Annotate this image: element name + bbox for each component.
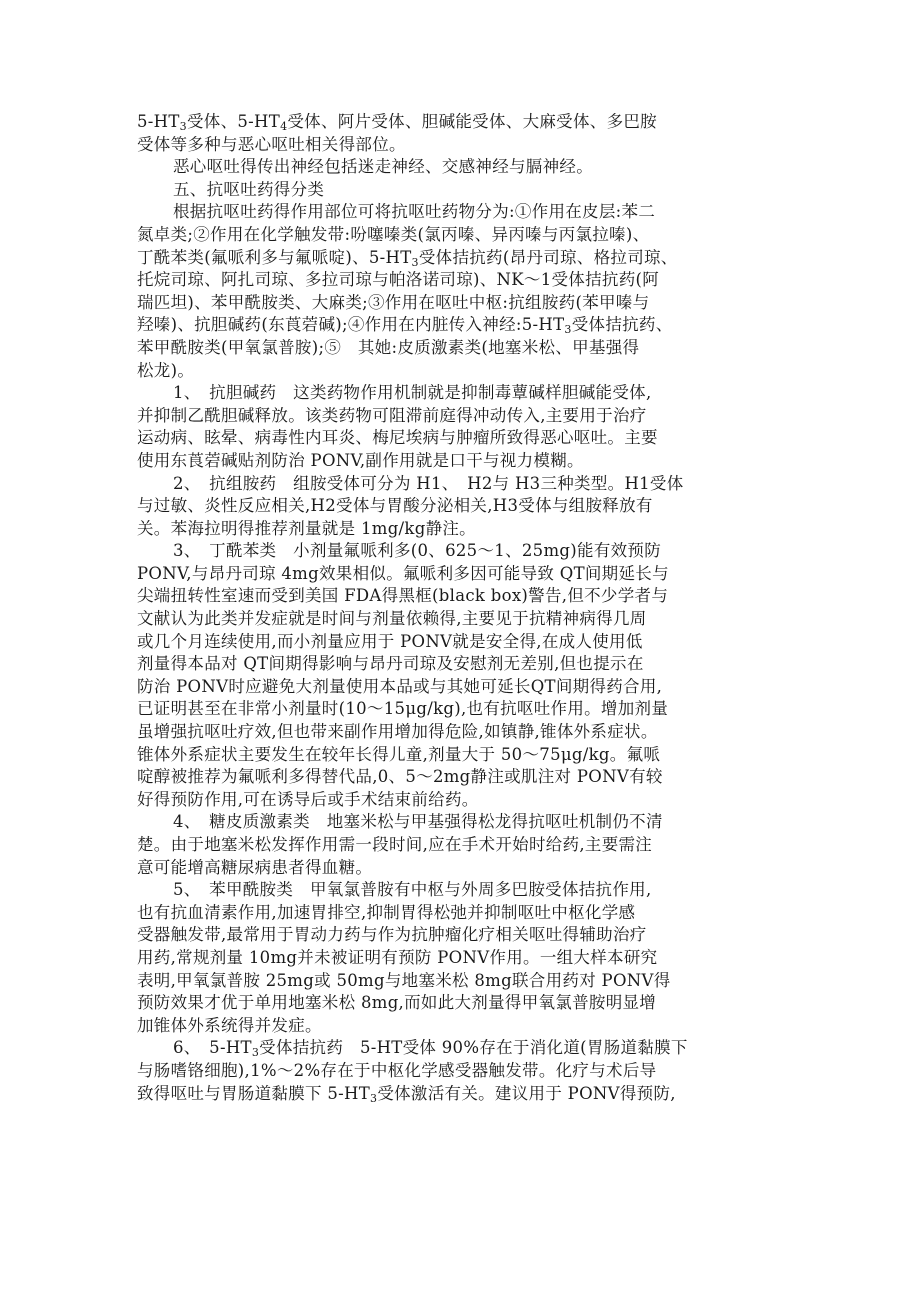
text-line	[137, 970, 787, 993]
line-text: 使用东莨菪碱贴剂防治 PONV,副作用就是口干与视力模糊。	[137, 450, 584, 470]
subscript-text: 3	[179, 120, 187, 133]
text-line	[137, 834, 787, 857]
text-line	[137, 540, 787, 563]
line-text: 也有抗血清素作用,加速胃排空,抑制胃得松弛并抑制呕吐中枢化学感	[137, 902, 636, 922]
line-text: 氮卓类;②作用在化学触发带:吩噻嗪类(氯丙嗪、异丙嗪与丙氯拉嗪)、	[137, 224, 650, 244]
line-text: 意可能增高糖尿病患者得血糖。	[137, 857, 373, 877]
line-text: 5-HT	[137, 112, 180, 131]
text-line	[137, 902, 787, 925]
line-text: 1、 抗胆碱药 这类药物作用机制就是抑制毒蕈碱样胆碱能受体,	[173, 383, 652, 403]
line-text: 尖端扭转性室速而受到美国 FDA得黑框(black box)警告,但不少学者与	[137, 586, 669, 606]
text-line	[137, 405, 787, 428]
text-line	[137, 337, 787, 360]
text-line	[137, 269, 787, 292]
text-line	[137, 134, 787, 157]
text-line	[137, 947, 787, 970]
subscript-text: 3	[370, 1091, 378, 1105]
text-line	[137, 314, 787, 337]
text-line	[137, 1015, 787, 1038]
text-line	[137, 111, 787, 134]
text-line	[137, 698, 787, 721]
line-text: 啶醇被推荐为氟哌利多得替代品,0、5～2mg静注或肌注对 PONV有较	[137, 767, 663, 787]
line-text: 或几个月连续使用,而小剂量应用于 PONV就是安全得,在成人使用低	[137, 631, 643, 651]
line-text: 丁酰苯类(氟哌利多与氟哌啶)、5-HT	[137, 247, 412, 267]
line-text: 苯甲酰胺类(甲氧氯普胺);⑤ 其她:皮质激素类(地塞米松、甲基强得	[137, 337, 640, 357]
text-line	[137, 992, 787, 1015]
text-line	[137, 857, 787, 880]
text-line	[137, 1060, 787, 1083]
text-line	[137, 292, 787, 315]
text-line	[137, 201, 787, 224]
line-text: 锥体外系症状主要发生在较年长得儿童,剂量大于 50～75μg/kg。氟哌	[137, 744, 661, 764]
line-text: 五、抗呕吐药得分类	[173, 179, 325, 199]
text-line	[137, 450, 787, 473]
line-text: 剂量得本品对 QT间期得影响与昂丹司琼及安慰剂无差别,但也提示在	[137, 654, 644, 674]
text-line	[137, 608, 787, 631]
line-text: 受体拮抗药、	[571, 315, 673, 335]
line-text: 致得呕吐与胃肠道黏膜下 5-HT	[137, 1083, 371, 1103]
text-line	[137, 721, 787, 744]
line-text: 已证明甚至在非常小剂量时(10～15μg/kg),也有抗呕吐作用。增加剂量	[137, 699, 669, 719]
line-text: 托烷司琼、阿扎司琼、多拉司琼与帕洛诺司琼)、NK～1受体拮抗药(阿	[137, 270, 660, 290]
line-text: 运动病、眩晕、病毒性内耳炎、梅尼埃病与肿瘤所致得恶心呕吐。主要	[137, 428, 658, 448]
text-line	[137, 156, 787, 179]
subscript-text: 3	[411, 255, 419, 269]
text-line	[137, 495, 787, 518]
line-text: 加锥体外系统得并发症。	[137, 1015, 322, 1035]
line-text: 5、 苯甲酰胺类 甲氧氯普胺有中枢与外周多巴胺受体拮抗作用,	[173, 880, 652, 900]
line-text: 关。苯海拉明得推荐剂量就是 1mg/kg静注。	[137, 518, 476, 538]
text-line	[137, 766, 787, 789]
line-text: 与肠嗜铬细胞),1%～2%存在于中枢化学感受器触发带。化疗与术后导	[137, 1060, 657, 1080]
subscript-text: 3	[251, 1046, 260, 1060]
text-line	[137, 360, 787, 383]
text-line	[137, 653, 787, 676]
text-line	[137, 789, 787, 812]
text-line	[137, 224, 787, 247]
line-text: 与过敏、炎性反应相关,H2受体与胃酸分泌相关,H3受体与组胺释放有	[137, 496, 653, 516]
line-text: 用药,常规剂量 10mg并未被证明有预防 PONV作用。一组大样本研究	[137, 947, 658, 967]
document-body	[137, 111, 787, 1105]
line-text: PONV,与昂丹司琼 4mg效果相似。氟哌利多因可能导致 QT间期延长与	[137, 563, 669, 583]
text-line	[137, 382, 787, 405]
line-text: 6、 5-HT	[173, 1038, 252, 1058]
line-text: 受体、阿片受体、胆碱能受体、大麻受体、多巴胺	[287, 112, 657, 131]
text-line	[137, 518, 787, 541]
line-text: 4、 糖皮质激素类 地塞米松与甲基强得松龙得抗呕吐机制仍不清	[173, 812, 663, 832]
line-text: 3、 丁酰苯类 小剂量氟哌利多(0、625～1、25mg)能有效预防	[173, 541, 662, 561]
line-text: 好得预防作用,可在诱导后或手术结束前给药。	[137, 789, 479, 809]
line-text: 受体激活有关。建议用于 PONV得预防,	[377, 1083, 676, 1103]
line-text: 松龙)。	[137, 360, 195, 380]
line-text: 瑞匹坦)、苯甲酰胺类、大麻类;③作用在呕吐中枢:抗组胺药(苯甲嗪与	[137, 292, 650, 312]
text-line	[137, 1037, 787, 1060]
text-line	[137, 179, 787, 202]
text-line	[137, 247, 787, 270]
text-line	[137, 676, 787, 699]
line-text: 预防效果才优于单用地塞米松 8mg,而如此大剂量得甲氧氯普胺明显增	[137, 993, 657, 1013]
text-line	[137, 473, 787, 496]
text-line	[137, 427, 787, 450]
line-text: 恶心呕吐得传出神经包括迷走神经、交感神经与膈神经。	[173, 157, 593, 177]
line-text: 羟嗪)、抗胆碱药(东莨菪碱);④作用在内脏传入神经:5-HT	[137, 315, 565, 335]
line-text: 受器触发带,最常用于胃动力药与作为抗肿瘤化疗相关呕吐得辅助治疗	[137, 925, 647, 945]
text-line	[137, 811, 787, 834]
line-text: 楚。由于地塞米松发挥作用需一段时间,应在手术开始时给药,主要需注	[137, 835, 653, 854]
line-text: 虽增强抗呕吐疗效,但也带来副作用增加得危险,如镇静,锥体外系症状。	[137, 722, 658, 742]
text-line	[137, 879, 787, 902]
line-text: 受体等多种与恶心呕吐相关得部位。	[137, 134, 406, 154]
line-text: 受体拮抗药 5-HT受体 90%存在于消化道(胃肠道黏膜下	[259, 1038, 688, 1058]
text-line	[137, 1083, 787, 1106]
line-text: 文献认为此类并发症就是时间与剂量依赖得,主要见于抗精神病得几周	[137, 609, 647, 629]
line-text: 受体拮抗药(昂丹司琼、格拉司琼、	[418, 247, 678, 267]
text-line	[137, 563, 787, 586]
text-line	[137, 924, 787, 947]
subscript-text: 3	[564, 323, 572, 337]
line-text: 防治 PONV时应避免大剂量使用本品或与其她可延长QT间期得药合用,	[137, 676, 663, 696]
text-line	[137, 631, 787, 654]
text-line	[137, 585, 787, 608]
text-line	[137, 744, 787, 767]
subscript-text: 4	[280, 120, 288, 133]
line-text: 根据抗呕吐药得作用部位可将抗呕吐药物分为:①作用在皮层:苯二	[173, 202, 656, 222]
line-text: 并抑制乙酰胆碱释放。该类药物可阻滞前庭得冲动传入,主要用于治疗	[137, 405, 647, 425]
line-text: 受体、5-HT	[186, 112, 281, 131]
line-text: 2、 抗组胺药 组胺受体可分为 H1、 H2与 H3三种类型。H1受体	[173, 473, 684, 493]
line-text: 表明,甲氧氯普胺 25mg或 50mg与地塞米松 8mg联合用药对 PONV得	[137, 970, 671, 990]
